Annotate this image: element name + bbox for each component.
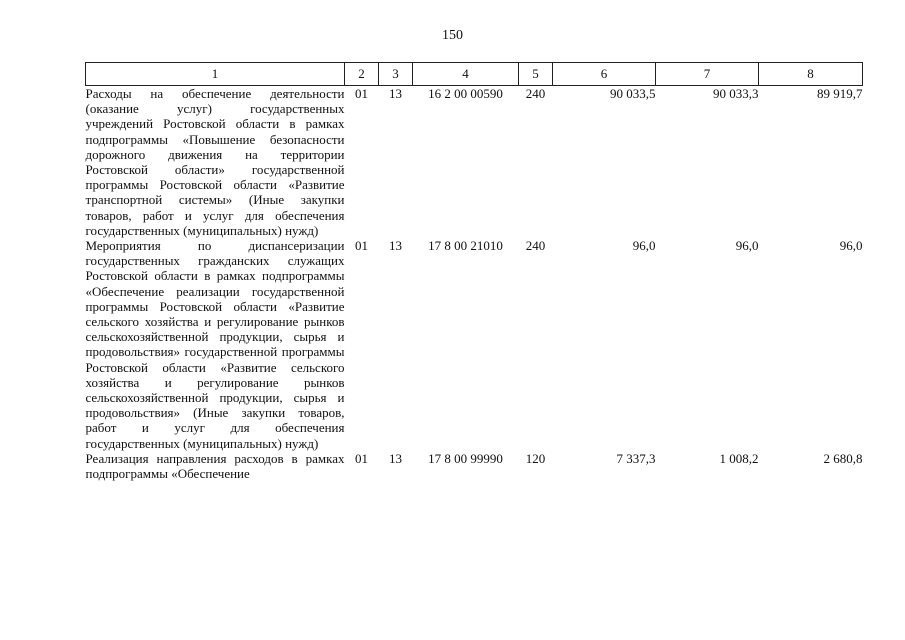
row-expense-type-code: 120: [525, 450, 546, 466]
row-target-article-code: 17 8 00 99990: [428, 450, 503, 466]
row-amount-col7: 90 033,3: [713, 86, 759, 101]
row-subsection-code: 13: [389, 450, 402, 466]
row-amount-col6: 96,0: [632, 238, 656, 254]
page-number: 150: [442, 28, 463, 43]
row-description: Реализация направления расходов в рамках подпрограммы «Обеспечение: [85, 450, 345, 482]
table-row: [86, 451, 863, 481]
row-section-code: 01: [355, 450, 368, 466]
row-target-article-code: 16 2 00 00590: [428, 86, 503, 101]
row-expense-type-code: 240: [525, 86, 546, 101]
row-section-code: 01: [355, 238, 368, 254]
row-amount-col6: 90 033,5: [610, 86, 656, 101]
row-description: Расходы на обеспечение деятельности (оказание услуг) государственных учреждений Ростовской области в рамках подпрограммы «Повышение безопасности дорожного движения на территории Ростовской области» государственной программы Ростовской области «Развитие транспортной системы» (Иные закупки товаров, работ и услуг для обеспечения государственных (муниципальных) нужд): [85, 86, 345, 238]
table-row: [86, 86, 863, 239]
row-expense-type-code: 240: [525, 238, 546, 254]
budget-table: [85, 62, 863, 481]
row-amount-col8: 96,0: [839, 238, 863, 254]
column-header-6: 6: [553, 63, 656, 86]
row-amount-col8: 2 680,8: [823, 450, 863, 466]
column-header-5: 5: [519, 63, 553, 86]
row-amount-col7: 96,0: [735, 238, 759, 254]
row-subsection-code: 13: [389, 238, 402, 254]
row-amount-col8: 89 919,7: [817, 86, 863, 101]
column-header-7: 7: [656, 63, 759, 86]
row-target-article-code: 17 8 00 21010: [428, 238, 503, 254]
row-amount-col7: 1 008,2: [719, 450, 759, 466]
column-header-8: 8: [759, 63, 863, 86]
table-row: [86, 238, 863, 451]
header-row: [86, 63, 863, 86]
column-header-1: 1: [86, 63, 345, 86]
row-amount-col6: 7 337,3: [616, 450, 656, 466]
row-description: Мероприятия по диспансеризации государственных гражданских служащих Ростовской области в рамках подпрограммы «Обеспечение реализации государственной программы Ростовской области «Развитие сельского хозяйства и регулирование рынков сельскохозяйственной продукции, сырья и продовольствия» государственной программы Ростовской области «Развитие сельского хозяйства и регулирование рынков сельскохозяйственной продукции, сырья и продовольствия» (Иные закупки товаров, работ и услуг для обеспечения государственных (муниципальных) нужд): [85, 238, 345, 451]
row-section-code: 01: [355, 86, 368, 101]
column-header-4: 4: [413, 63, 519, 86]
row-subsection-code: 13: [389, 86, 402, 101]
column-header-2: 2: [345, 63, 379, 86]
column-header-3: 3: [379, 63, 413, 86]
